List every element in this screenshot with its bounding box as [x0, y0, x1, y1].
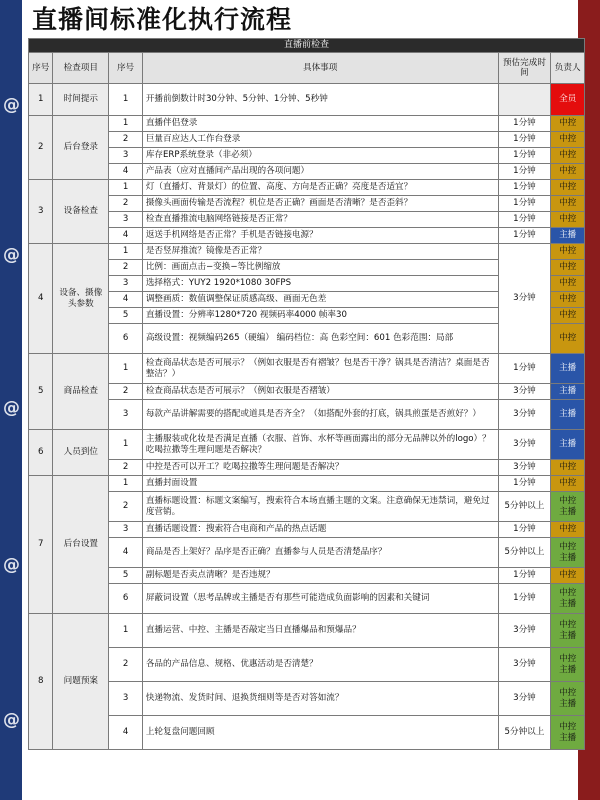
group-number: 1 [29, 84, 53, 116]
item-number: 1 [109, 180, 143, 196]
item-number: 1 [109, 116, 143, 132]
item-detail: 直播设置：分辨率1280*720 视频码率4000 帧率30 [142, 308, 498, 324]
table-row [29, 614, 585, 648]
item-number: 3 [109, 276, 143, 292]
item-detail: 巨量百应达人工作台登录 [142, 132, 498, 148]
responsible-badge: 中控 主播 [551, 682, 585, 716]
item-time: 5分钟以上 [498, 538, 551, 568]
responsible-badge: 中控 主播 [551, 492, 585, 522]
group-number: 8 [29, 614, 53, 750]
group-category: 后台登录 [53, 116, 109, 180]
item-number: 3 [109, 682, 143, 716]
item-detail: 灯（直播灯、背景灯）的位置、高度、方向是否正确？亮度是否适宜？ [142, 180, 498, 196]
group-number: 2 [29, 116, 53, 180]
item-detail: 各品的产品信息、规格、优惠活动是否清楚？ [142, 648, 498, 682]
checklist-table [28, 38, 585, 750]
item-time: 3分钟 [498, 244, 551, 354]
group-category: 人员到位 [53, 430, 109, 476]
item-time: 1分钟 [498, 476, 551, 492]
table-row [29, 522, 585, 538]
item-time: 3分钟 [498, 384, 551, 400]
item-time: 1分钟 [498, 522, 551, 538]
item-detail: 是否竖屏推流？镜像是否正常？ [142, 244, 498, 260]
item-time: 3分钟 [498, 400, 551, 430]
group-category: 设备、摄像头参数 [53, 244, 109, 354]
responsible-badge: 中控 主播 [551, 584, 585, 614]
group-category: 设备检查 [53, 180, 109, 244]
group-category: 后台设置 [53, 476, 109, 614]
header-detail: 具体事项 [142, 53, 498, 84]
item-number: 1 [109, 430, 143, 460]
table-row [29, 116, 585, 132]
item-detail: 检查商品状态是否可展示？（例如衣服是否有褶皱？包是否干净？锅具是否清洁？桌面是否整洁？） [142, 354, 498, 384]
item-number: 1 [109, 614, 143, 648]
group-category: 时间提示 [53, 84, 109, 116]
item-time [498, 84, 551, 116]
item-time: 3分钟 [498, 614, 551, 648]
responsible-badge: 中控 主播 [551, 648, 585, 682]
table-row [29, 538, 585, 568]
responsible-badge: 中控 [551, 476, 585, 492]
item-time: 3分钟 [498, 460, 551, 476]
table-row [29, 716, 585, 750]
item-number: 2 [109, 132, 143, 148]
item-detail: 副标题是否卖点清晰？是否违规？ [142, 568, 498, 584]
watermark: @ [3, 398, 20, 418]
table-row [29, 492, 585, 522]
item-detail: 高级设置：视频编码265（硬编） 编码档位：高 色彩空间：601 色彩范围：局部 [142, 324, 498, 354]
item-time: 5分钟以上 [498, 716, 551, 750]
item-detail: 主播服装或化妆是否满足直播（衣服、首饰、水杯等画面露出的部分无品牌以外的logo）？吃喝拉撒等生理问题是否解决？ [142, 430, 498, 460]
responsible-badge: 中控 [551, 212, 585, 228]
item-time: 1分钟 [498, 212, 551, 228]
watermark: @ [3, 555, 20, 575]
item-time: 1分钟 [498, 584, 551, 614]
responsible-badge: 主播 [551, 384, 585, 400]
item-detail: 选择格式：YUY2 1920*1080 30FPS [142, 276, 498, 292]
item-detail: 中控是否可以开工？吃喝拉撒等生理问题是否解决？ [142, 460, 498, 476]
item-detail: 产品表（应对直播间产品出现的各项问题） [142, 164, 498, 180]
watermark: @ [3, 710, 20, 730]
item-time: 1分钟 [498, 132, 551, 148]
table-row [29, 244, 585, 260]
table-row [29, 430, 585, 460]
item-number: 6 [109, 324, 143, 354]
responsible-badge: 主播 [551, 354, 585, 384]
item-detail: 库存ERP系统登录（非必须） [142, 148, 498, 164]
watermark: @ [540, 0, 557, 20]
header-category: 检查项目 [53, 53, 109, 84]
item-number: 5 [109, 308, 143, 324]
item-number: 4 [109, 716, 143, 750]
group-number: 7 [29, 476, 53, 614]
group-category: 问题预案 [53, 614, 109, 750]
table-row [29, 460, 585, 476]
table-row [29, 196, 585, 212]
item-number: 2 [109, 384, 143, 400]
responsible-badge: 中控 [551, 308, 585, 324]
item-number: 3 [109, 400, 143, 430]
responsible-badge: 中控 [551, 460, 585, 476]
responsible-badge: 中控 [551, 276, 585, 292]
item-number: 3 [109, 212, 143, 228]
item-time: 1分钟 [498, 148, 551, 164]
responsible-badge: 中控 [551, 260, 585, 276]
table-row [29, 148, 585, 164]
item-number: 4 [109, 292, 143, 308]
table-row [29, 228, 585, 244]
section-title: 直播前检查 [29, 39, 585, 53]
item-number: 1 [109, 476, 143, 492]
table-row [29, 384, 585, 400]
table-body [29, 84, 585, 750]
responsible-badge: 中控 [551, 132, 585, 148]
item-time: 1分钟 [498, 196, 551, 212]
responsible-badge: 中控 [551, 180, 585, 196]
item-detail: 屏蔽词设置（思考品牌或主播是否有那些可能造成负面影响的因素和关键词 [142, 584, 498, 614]
item-detail: 直播标题设置：标题文案编写，搜索符合本场直播主题的文案。注意确保无违禁词，避免过度营销。 [142, 492, 498, 522]
item-time: 3分钟 [498, 682, 551, 716]
item-detail: 比例：画面点击−变换−等比例缩放 [142, 260, 498, 276]
item-detail: 商品是否上架好？品序是否正确？直播参与人员是否清楚品序？ [142, 538, 498, 568]
item-detail: 直播封面设置 [142, 476, 498, 492]
header-sub-no: 序号 [109, 53, 143, 84]
item-time: 3分钟 [498, 430, 551, 460]
responsible-badge: 中控 [551, 292, 585, 308]
table-row [29, 84, 585, 116]
table-row [29, 682, 585, 716]
responsible-badge: 全员 [551, 84, 585, 116]
table-row [29, 568, 585, 584]
responsible-badge: 中控 主播 [551, 614, 585, 648]
table-row [29, 648, 585, 682]
item-number: 3 [109, 522, 143, 538]
item-time: 3分钟 [498, 648, 551, 682]
item-detail: 检查商品状态是否可展示？（例如衣服是否褶皱） [142, 384, 498, 400]
item-number: 6 [109, 584, 143, 614]
responsible-badge: 中控 [551, 522, 585, 538]
group-number: 5 [29, 354, 53, 430]
table-row [29, 132, 585, 148]
responsible-badge: 中控 主播 [551, 716, 585, 750]
item-detail: 直播运营、中控、主播是否敲定当日直播爆品和预爆品？ [142, 614, 498, 648]
table-row [29, 212, 585, 228]
item-time: 1分钟 [498, 164, 551, 180]
header-resp: 负责人 [551, 53, 585, 84]
responsible-badge: 中控 [551, 244, 585, 260]
group-category: 商品检查 [53, 354, 109, 430]
item-detail: 每款产品讲解需要的搭配或道具是否齐全？（如搭配外套的打底，锅具煎蛋是否煎好？） [142, 400, 498, 430]
item-time: 1分钟 [498, 568, 551, 584]
header-no: 序号 [29, 53, 53, 84]
item-number: 2 [109, 648, 143, 682]
page-title: 直播间标准化执行流程 [32, 5, 293, 34]
responsible-badge: 中控 [551, 148, 585, 164]
item-detail: 返送手机网络是否正常？手机是否链接电源？ [142, 228, 498, 244]
watermark: @ [3, 245, 20, 265]
responsible-badge: 中控 [551, 196, 585, 212]
responsible-badge: 主播 [551, 400, 585, 430]
group-number: 4 [29, 244, 53, 354]
item-time: 5分钟以上 [498, 492, 551, 522]
item-time: 1分钟 [498, 116, 551, 132]
table-row [29, 584, 585, 614]
item-number: 5 [109, 568, 143, 584]
item-number: 2 [109, 196, 143, 212]
responsible-badge: 中控 [551, 116, 585, 132]
item-time: 1分钟 [498, 354, 551, 384]
item-number: 2 [109, 460, 143, 476]
table-row [29, 476, 585, 492]
item-detail: 上轮复盘问题回顾 [142, 716, 498, 750]
responsible-badge: 中控 主播 [551, 538, 585, 568]
item-detail: 开播前倒数计时30分钟、5分钟、1分钟、5秒钟 [142, 84, 498, 116]
item-number: 1 [109, 84, 143, 116]
item-number: 1 [109, 244, 143, 260]
item-time: 1分钟 [498, 228, 551, 244]
responsible-badge: 中控 [551, 324, 585, 354]
item-time: 1分钟 [498, 180, 551, 196]
item-detail: 调整画质：数值调整保证质感高级、画面无色差 [142, 292, 498, 308]
item-number: 3 [109, 148, 143, 164]
item-detail: 快递物流、发货时间、退换货细则等是否对答如流？ [142, 682, 498, 716]
table-row [29, 180, 585, 196]
item-number: 4 [109, 228, 143, 244]
table-row [29, 400, 585, 430]
responsible-badge: 主播 [551, 430, 585, 460]
table-row [29, 164, 585, 180]
responsible-badge: 中控 [551, 164, 585, 180]
item-detail: 检查直播推流电脑网络链接是否正常？ [142, 212, 498, 228]
item-detail: 直播话题设置：搜索符合电商和产品的热点话题 [142, 522, 498, 538]
item-number: 2 [109, 260, 143, 276]
item-number: 4 [109, 164, 143, 180]
item-detail: 直播伴侣登录 [142, 116, 498, 132]
item-detail: 摄像头画面传输是否流程？机位是否正确？画面是否清晰？是否歪斜？ [142, 196, 498, 212]
group-number: 3 [29, 180, 53, 244]
responsible-badge: 中控 [551, 568, 585, 584]
item-number: 1 [109, 354, 143, 384]
responsible-badge: 主播 [551, 228, 585, 244]
header-time: 预估完成时间 [498, 53, 551, 84]
item-number: 4 [109, 538, 143, 568]
table-row [29, 354, 585, 384]
watermark: @ [3, 95, 20, 115]
group-number: 6 [29, 430, 53, 476]
item-number: 2 [109, 492, 143, 522]
